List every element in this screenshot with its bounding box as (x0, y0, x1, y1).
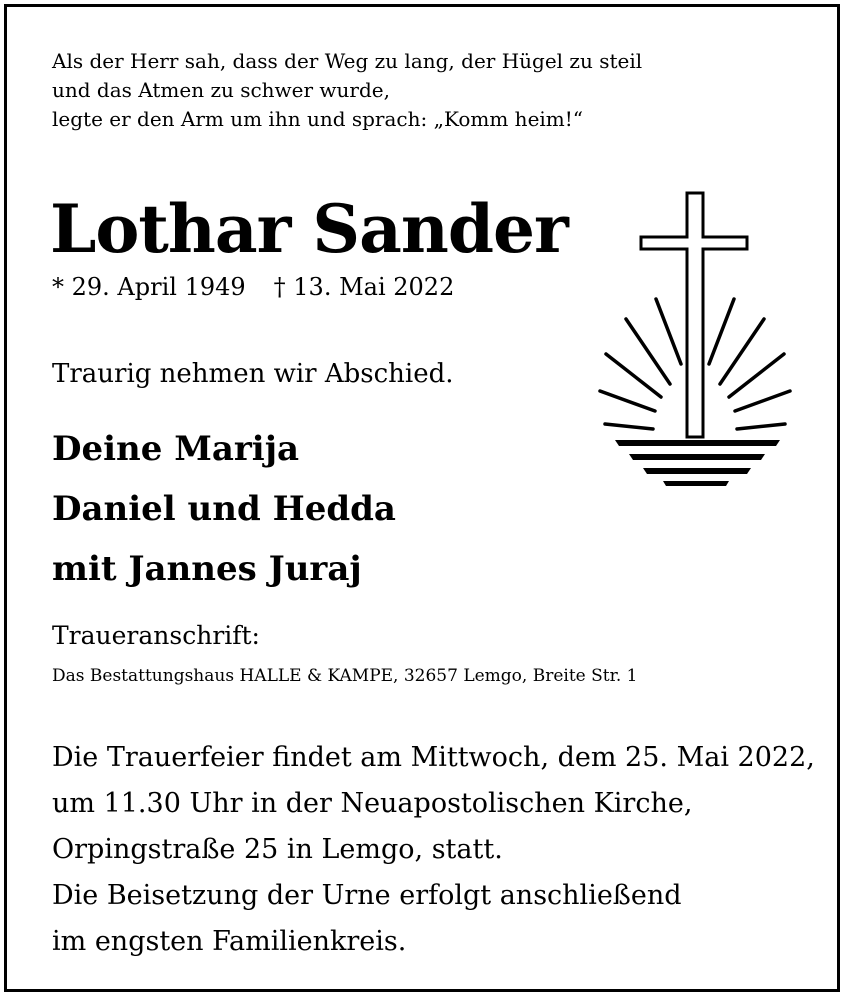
motto-line: legte er den Arm um ihn und sprach: „Komm heim!“ (52, 107, 584, 131)
obituary-notice (4, 4, 840, 992)
motto-line: und das Atmen zu schwer wurde, (52, 78, 390, 102)
new-apostolic-cross-icon (595, 189, 795, 489)
ceremony-line: Orpingstraße 25 in Lemgo, statt. (52, 834, 503, 865)
ceremony-line: Die Beisetzung der Urne erfolgt anschließend (52, 880, 682, 911)
ceremony-details (52, 735, 815, 965)
motto-line: Als der Herr sah, dass der Weg zu lang, der Hügel zu steil (52, 49, 643, 73)
address-label: Traueranschrift: (52, 621, 260, 650)
ceremony-line: im engsten Familienkreis. (52, 926, 407, 957)
ceremony-line: um 11.30 Uhr in der Neuapostolischen Kirche, (52, 788, 693, 819)
family-signatures (52, 419, 396, 599)
death-date: † 13. Mai 2022 (273, 273, 455, 301)
family-member: Daniel und Hedda (52, 489, 396, 529)
address-text: Das Bestattungshaus HALLE & KAMPE, 32657 Lemgo, Breite Str. 1 (52, 666, 638, 686)
birth-date: * 29. April 1949 (52, 273, 246, 301)
life-dates (52, 271, 454, 303)
motto-verse (52, 47, 642, 134)
ceremony-line: Die Trauerfeier findet am Mittwoch, dem 25. Mai 2022, (52, 742, 815, 773)
farewell-text: Traurig nehmen wir Abschied. (52, 359, 454, 389)
family-member: mit Jannes Juraj (52, 549, 362, 589)
deceased-name: Lothar Sander (50, 190, 568, 268)
family-member: Deine Marija (52, 429, 300, 469)
